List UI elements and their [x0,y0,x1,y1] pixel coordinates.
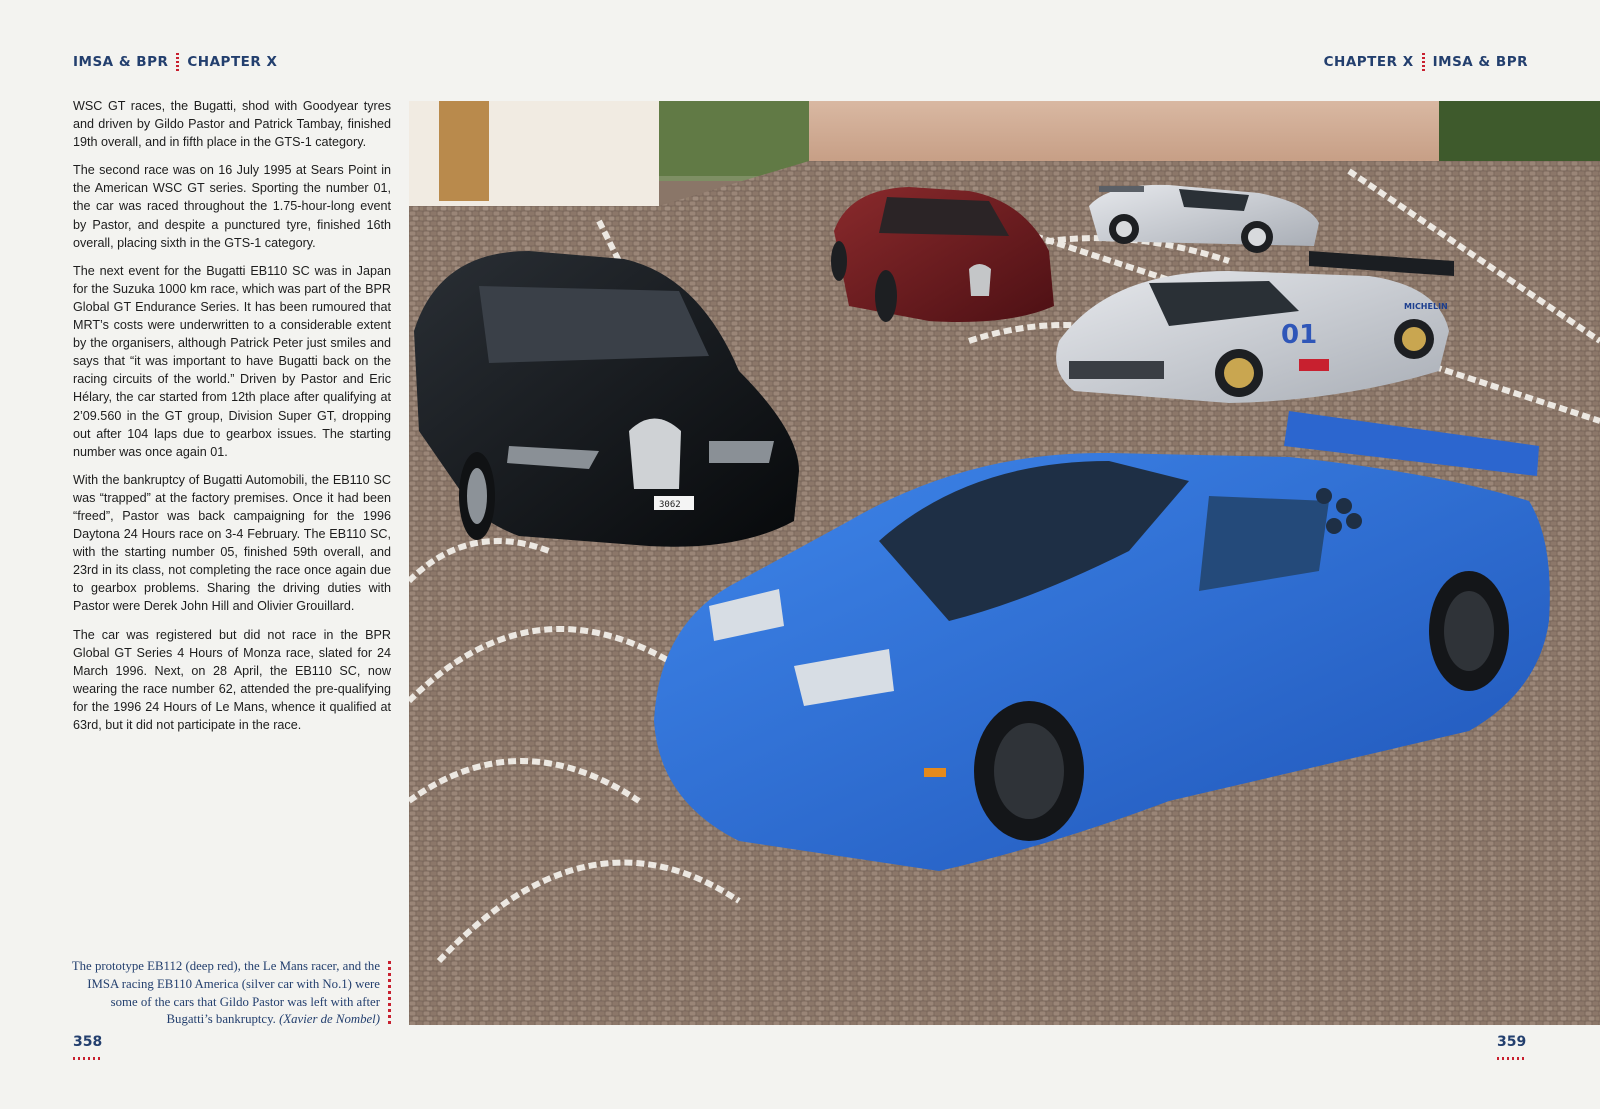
caption-dotted-rule [388,961,391,1027]
garden-trees [659,101,809,176]
running-header-right [1324,53,1528,71]
running-header-left [73,53,277,71]
body-text-column [73,97,391,744]
body-paragraph: WSC GT races, the Bugatti, shod with Goodyear tyres and driven by Gildo Pastor and Patrick Tambay, finished 19th overall, and in fifth place in the GTS-1 category. [73,99,391,150]
horseshoe-grille [629,419,681,490]
bugatti-cars-photo [409,101,1600,1025]
license-plate: 3062 [659,500,681,510]
page-number-right: 359 [1497,1034,1527,1050]
body-paragraph: The next event for the Bugatti EB110 SC was in Japan for the Suzuka 1000 km race, which was part of the BPR Global GT Endurance Series. It has been rumoured that MRT’s costs were underwritten to a considerable extent by the organisers, although Patrick Peter just smiles and says that “it was important to have Bugatti back on the racing circuits of the world.” Driven by Pastor and Eric Hélary, the car started from 12th place after qualifying at 2’09.560 in the GT group, Division Super GT, dropping out after 104 laps due to gearbox issues. The starting number was once again 01. [73,263,391,459]
header-right-section: IMSA & BPR [1432,54,1528,70]
header-left-chapter: CHAPTER X [187,54,278,70]
folio-dots-left [73,1057,103,1060]
caption-text: The prototype EB112 (deep red), the Le Mans racer, and the IMSA racing EB110 America (silver car with No.1) were some of the cars that Gildo Pastor was left with after Bugatti’s bankruptcy. [71,959,380,1027]
photo-credit: (Xavier de Nombel) [279,1012,380,1027]
body-paragraph: With the bankruptcy of Bugatti Automobili, the EB110 SC was “trapped” at the factory premises. Once it had been “freed”, Pastor was back campaigning for the 1996 Daytona 24 Hours race on 3-4 February. The EB110 SC, with the starting number 05, finished 59th overall, and 23rd in its class, not completing the race once again due to gearbox problems. Sharing the driving duties with Pastor were Derek John Hill and Olivier Grouillard. [73,472,391,614]
michelin-decal: MICHELIN [1404,302,1448,311]
wooden-door [439,101,489,201]
race-number-01: 01 [1281,320,1318,350]
header-right-chapter: CHAPTER X [1323,54,1414,70]
header-separator [1422,53,1425,71]
body-paragraph: The second race was on 16 July 1995 at Sears Point in the American WSC GT series. Sporting the number 01, the car was raced throughout the 1.75-hour-long event by Pastor, and despite a punctured tyre, finished 16th overall, placing sixth in the GTS-1 category. [73,163,391,250]
photo-caption [70,958,380,1029]
photo-illustration [409,101,1600,1025]
body-paragraph: The car was registered but did not race in the BPR Global GT Series 4 Hours of Monza race, slated for 24 March 1996. Next, on 28 April, the EB110 SC, now wearing the race number 62, attended the pre-qualifying for the 1996 24 Hours of Le Mans, whence it qualified at 63rd, but it did not participate in the race. [73,627,391,732]
folio-dots-right [1497,1057,1527,1060]
page-number-left: 358 [73,1034,103,1050]
header-separator [176,53,179,71]
header-left-section: IMSA & BPR [73,54,169,70]
